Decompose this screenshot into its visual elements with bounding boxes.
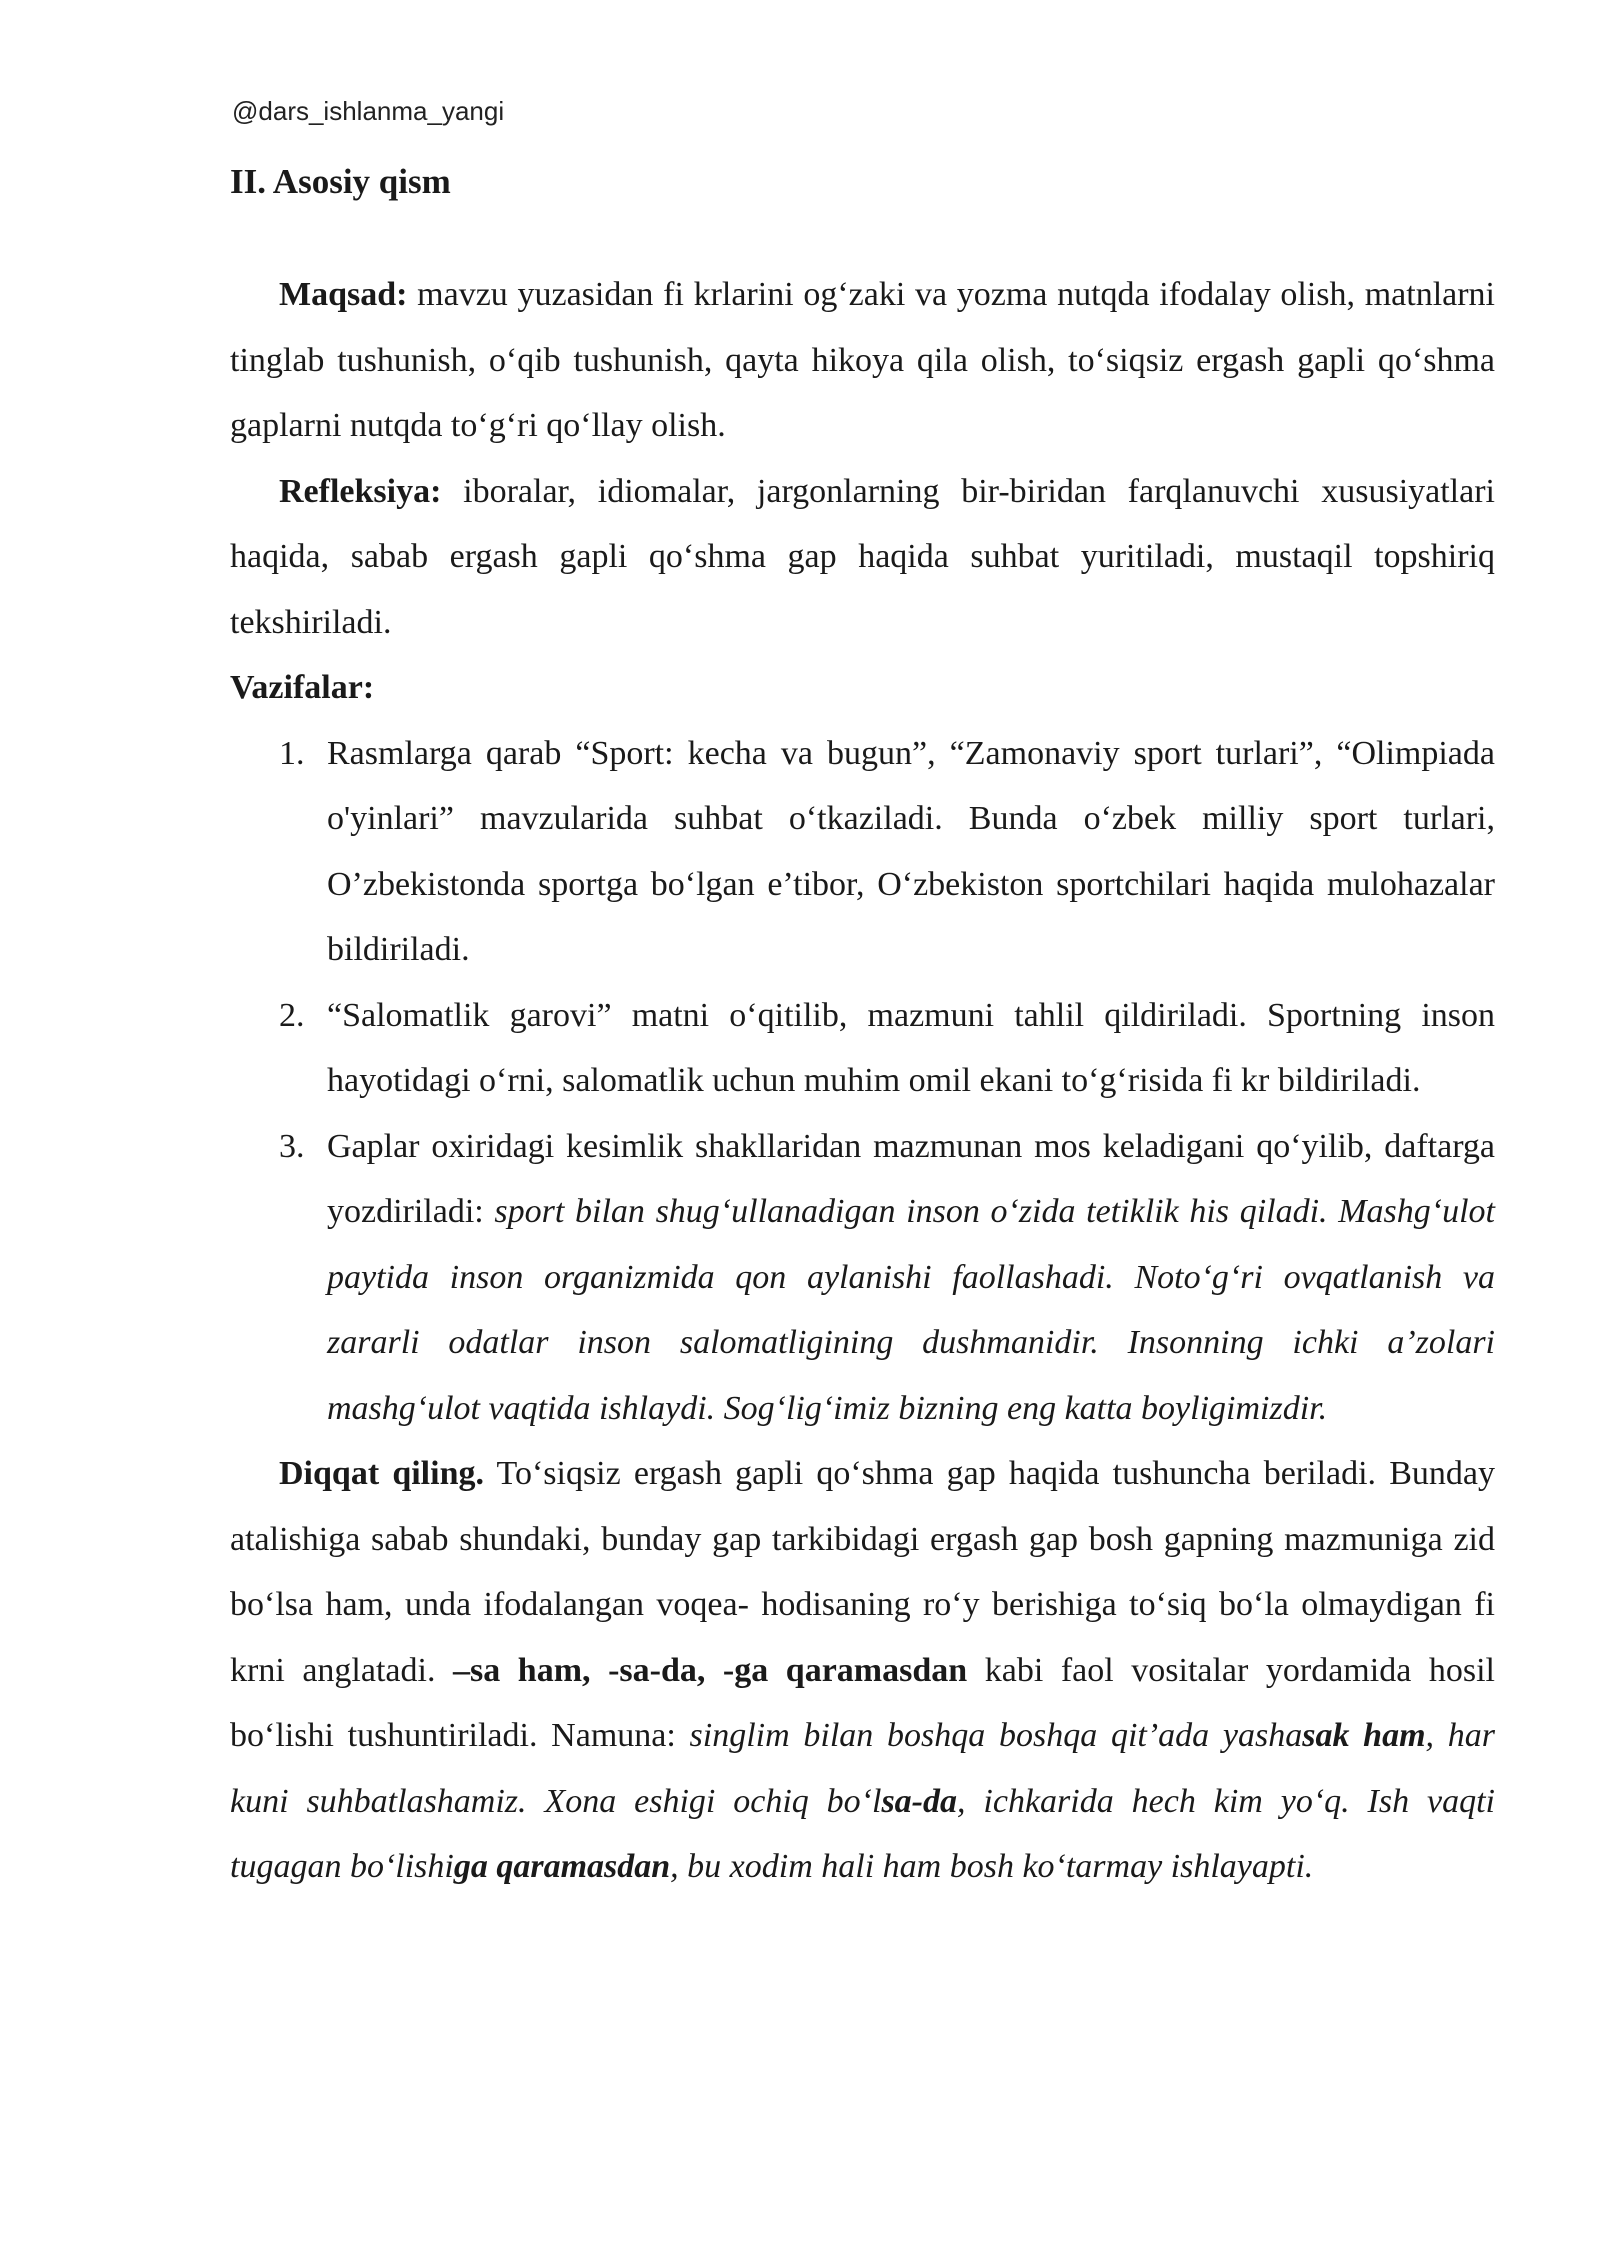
diqqat-suffixes: –sa ham, -sa-da, -ga qaramasdan bbox=[453, 1651, 968, 1689]
example-3-start: , ichkarida hech kim yo‘q. Ish vaqti tugagan bo‘lishi bbox=[230, 1782, 1495, 1885]
diqqat-text-1: To‘siqsiz ergash gapli qo‘shma gap haqida tushuncha beriladi. Bunday atalishiga sabab shundaki, bunday gap tarkibidagi ergash gap bosh gapning mazmuniga zid bo‘lsa ham, unda ifodalangan voqea- hodisaning ro‘y berishiga to‘siq bo‘la olmaydigan fi krni anglatadi. bbox=[230, 1455, 1495, 1689]
list-item-text: “Salomatlik garovi” matni o‘qitilib, mazmuni tahlil qildiriladi. Sportning inson hayotidagi o‘rni, salomatlik uchun muhim omil ekani to‘g‘risida fi kr bildiriladi. bbox=[327, 996, 1495, 1099]
page-header: @dars_ishlanma_yangi bbox=[232, 96, 505, 126]
list-item-number: 2. bbox=[279, 996, 305, 1034]
list-item-text: Gaplar oxiridagi kesimlik shakllaridan mazmunan mos keladigani qo‘yilib, daftarga yozdiriladi: bbox=[327, 1127, 1495, 1230]
vazifalar-list bbox=[230, 721, 1495, 1442]
example-3-end: , bu xodim hali ham bosh ko‘tarmay ishlayapti. bbox=[670, 1848, 1314, 1885]
refleksiya-text: iboralar, idiomalar, jargonlarning bir-biridan farqlanuvchi xususiyatlari haqida, sabab ergash gapli qo‘shma gap haqida suhbat yuritiladi, mustaqil topshiriq tekshiriladi. bbox=[230, 472, 1495, 641]
example-2-start: , har kuni suhbatlashamiz. Xona eshigi ochiq bo‘l bbox=[230, 1717, 1496, 1820]
list-item bbox=[230, 1114, 1495, 1442]
vazifalar-label: Vazifalar: bbox=[230, 669, 375, 706]
diqqat-label: Diqqat qiling. bbox=[279, 1455, 484, 1492]
maqsad-text: mavzu yuzasidan fi krlarini og‘zaki va yozma nutqda ifodalay olish, matnlarni tinglab tushunish, o‘qib tushunish, qayta hikoya qila olish, to‘siqsiz ergash gapli qo‘shma gaplarni nutqda to‘g‘ri qo‘llay olish. bbox=[230, 276, 1495, 444]
section-title: II. Asosiy qism bbox=[230, 162, 451, 201]
diqqat-text-2: kabi faol vositalar yordamida hosil bo‘lishi tushuntiriladi. Namuna: bbox=[230, 1651, 1495, 1754]
list-item-text: Rasmlarga qarab “Sport: kecha va bugun”, “Zamonaviy sport turlari”, “Olimpiada o'yinlari” mavzularida suhbat o‘tkaziladi. Bunda o‘zbek milliy sport turlari, O’zbekistonda sportga bo‘lgan e’tibor, O‘zbekiston sportchilari haqida mulohazalar bildiriladi. bbox=[327, 734, 1495, 968]
example-1-suffix: sak ham bbox=[1302, 1717, 1426, 1754]
list-item bbox=[230, 721, 1495, 983]
list-item bbox=[230, 983, 1495, 1114]
list-item-number: 3. bbox=[279, 1127, 305, 1165]
example-1-start: singlim bilan boshqa boshqa qit’ada yasha bbox=[689, 1717, 1303, 1754]
refleksiya-label: Refleksiya: bbox=[279, 472, 442, 510]
vazifalar-heading bbox=[230, 655, 1495, 721]
diqqat-paragraph bbox=[230, 1441, 1495, 1900]
maqsad-paragraph bbox=[230, 262, 1495, 459]
example-3-suffix: ga qaramasdan bbox=[453, 1848, 671, 1885]
list-item-number: 1. bbox=[279, 734, 305, 772]
example-2-suffix: sa-da bbox=[881, 1782, 958, 1820]
list-item-italic-examples: sport bilan shug‘ullanadigan inson o‘zida tetiklik his qiladi. Mashg‘ulot paytida inson organizmida qon aylanishi faollashadi. Noto‘g‘ri ovqatlanish va zararli odatlar inson salomatligining dushmanidir. Insonning ichki a’zolari mashg‘ulot vaqtida ishlaydi. Sog‘lig‘imiz bizning eng katta boyligimizdir. bbox=[327, 1193, 1495, 1427]
refleksiya-paragraph bbox=[230, 459, 1495, 656]
document-body bbox=[230, 262, 1495, 1900]
maqsad-label: Maqsad: bbox=[279, 276, 408, 313]
